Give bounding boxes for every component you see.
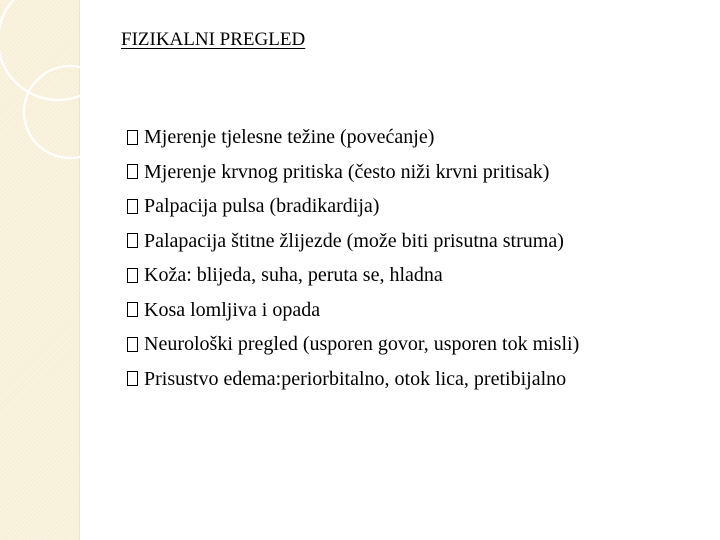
decorative-ring-large [0, 0, 118, 100]
list-item [127, 155, 579, 190]
list-item [127, 258, 579, 293]
list-item-text: Mjerenje tjelesne težine (povećanje) [144, 126, 435, 149]
list-item [127, 189, 579, 224]
bullet-box-icon [127, 268, 138, 283]
bullet-box-icon [127, 130, 138, 145]
list-item [127, 327, 579, 362]
list-item-text: Koža: blijeda, suha, peruta se, hladna [144, 264, 443, 287]
bullet-box-icon [127, 337, 138, 352]
bullet-box-icon [127, 233, 138, 248]
list-item-text: Mjerenje krvnog pritiska (često niži krvni pritisak) [144, 160, 550, 183]
list-item-text: Prisustvo edema:periorbitalno, otok lica, pretibijalno [144, 367, 567, 390]
list-item [127, 362, 579, 397]
list-item [127, 293, 579, 328]
list-item-text: Palapacija štitne žlijezde (može biti prisutna struma) [144, 229, 564, 252]
list-item-text: Kosa lomljiva i opada [144, 298, 321, 321]
bullet-box-icon [127, 199, 138, 214]
bullet-list [127, 120, 579, 396]
slide-title: FIZIKALNI PREGLED [121, 29, 306, 50]
list-item [127, 120, 579, 155]
bullet-box-icon [127, 164, 138, 179]
decorative-ring-small [24, 66, 116, 158]
list-item-text: Neurološki pregled (usporen govor, usporen tok misli) [144, 333, 580, 356]
bullet-box-icon [127, 302, 138, 317]
list-item [127, 224, 579, 259]
list-item-text: Palpacija pulsa (bradikardija) [144, 195, 380, 218]
decorative-rings [0, 0, 140, 200]
bullet-box-icon [127, 371, 138, 386]
